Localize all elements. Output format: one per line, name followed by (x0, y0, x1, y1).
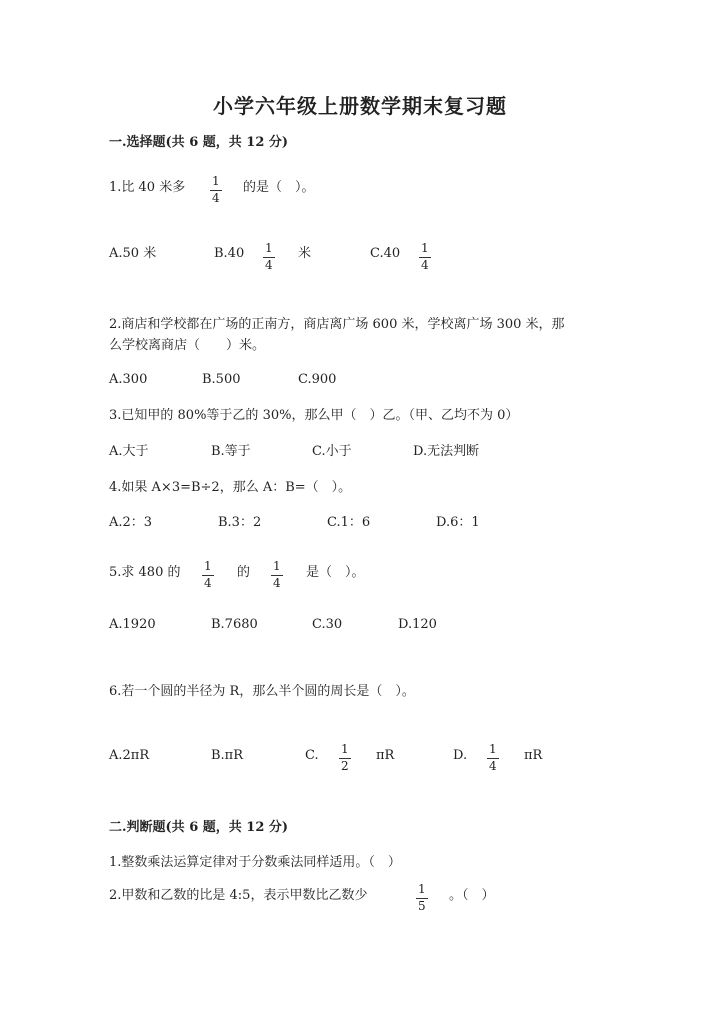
fraction-denominator: 4 (273, 576, 281, 590)
q2-option-a: A.300 (109, 372, 148, 387)
q1-stem-prefix: 1.比 40 米多 (109, 180, 186, 195)
q6-option-a: A.2πR (109, 748, 150, 763)
judge-q2-fraction (415, 883, 429, 913)
q1-option-c-prefix: C.40 (370, 246, 401, 261)
q6-option-c-prefix: C. (305, 748, 319, 763)
q1-option-b-suffix: 米 (298, 246, 312, 261)
q2-option-b: B.500 (202, 372, 241, 387)
q1-fraction-denominator: 4 (212, 191, 220, 205)
q2-option-c: C.900 (298, 372, 337, 387)
fraction-numerator: 1 (489, 742, 497, 756)
q4-option-a: A.2：3 (109, 515, 153, 530)
fraction-numerator: 1 (421, 241, 429, 255)
q4-option-d: D.6：1 (436, 515, 480, 530)
fraction-denominator: 4 (421, 258, 429, 272)
q4-option-c: C.1：6 (327, 515, 371, 530)
fraction-numerator: 1 (341, 742, 349, 756)
q3-option-c: C.小于 (312, 444, 352, 459)
q3-option-a: A.大于 (109, 444, 149, 459)
judge-q2-stem-suffix: 。（ ） (449, 888, 495, 903)
q5-fraction-1 (201, 560, 215, 590)
page-title: 小学六年级上册数学期末复习题 (213, 94, 507, 118)
fraction-numerator: 1 (204, 559, 212, 573)
q5-stem-middle: 的 (237, 565, 251, 580)
q1-option-c-fraction (418, 242, 432, 272)
fraction-numerator: 1 (418, 882, 426, 896)
q4-stem: 4.如果 A×3=B÷2，那么 A：B=（ ）。 (109, 480, 352, 495)
section1-heading: 一.选择题(共 6 题，共 12 分) (109, 135, 289, 150)
q1-fraction (209, 175, 223, 205)
fraction-denominator: 4 (489, 759, 497, 773)
fraction-denominator: 4 (204, 576, 212, 590)
q5-option-d: D.120 (398, 617, 437, 632)
q1-option-b-fraction (262, 242, 276, 272)
fraction-numerator: 1 (273, 559, 281, 573)
judge-q1-stem: 1.整数乘法运算定律对于分数乘法同样适用。（ ） (109, 855, 401, 870)
q2-stem-line1: 2.商店和学校都在广场的正南方，商店离广场 600 米，学校离广场 300 米，那 (109, 317, 565, 332)
judge-q2-stem-prefix: 2.甲数和乙数的比是 4:5，表示甲数比乙数少 (109, 888, 368, 903)
q5-option-c: C.30 (312, 617, 343, 632)
q3-option-b: B.等于 (211, 444, 251, 459)
q6-option-b: B.πR (211, 748, 244, 763)
q6-option-c-suffix: πR (376, 748, 395, 763)
fraction-denominator: 2 (341, 759, 349, 773)
q1-option-b-prefix: B.40 (214, 246, 245, 261)
q1-stem-suffix: 的是（ ）。 (243, 180, 315, 195)
q6-option-c-fraction (338, 743, 352, 773)
q3-option-d: D.无法判断 (413, 444, 480, 459)
q6-option-d-fraction (486, 743, 500, 773)
q5-option-a: A.1920 (109, 617, 156, 632)
q6-option-d-prefix: D. (453, 748, 468, 763)
q5-fraction-2 (270, 560, 284, 590)
q5-stem-suffix: 是（ ）。 (306, 565, 365, 580)
q4-option-b: B.3：2 (218, 515, 262, 530)
q5-option-b: B.7680 (211, 617, 258, 632)
section2-heading: 二.判断题(共 6 题，共 12 分) (109, 820, 289, 835)
q1-fraction-numerator: 1 (212, 174, 220, 188)
q5-stem-prefix: 5.求 480 的 (109, 565, 181, 580)
q1-option-a: A.50 米 (109, 246, 157, 261)
fraction-denominator: 5 (418, 899, 426, 913)
q2-stem-line2: 么学校离商店（ ）米。 (109, 338, 266, 353)
q3-stem: 3.已知甲的 80%等于乙的 30%，那么甲（ ）乙。（甲、乙均不为 0） (109, 408, 519, 423)
q6-stem: 6.若一个圆的半径为 R，那么半个圆的周长是（ ）。 (109, 684, 415, 699)
fraction-denominator: 4 (265, 258, 273, 272)
q6-option-d-suffix: πR (524, 748, 543, 763)
fraction-numerator: 1 (265, 241, 273, 255)
